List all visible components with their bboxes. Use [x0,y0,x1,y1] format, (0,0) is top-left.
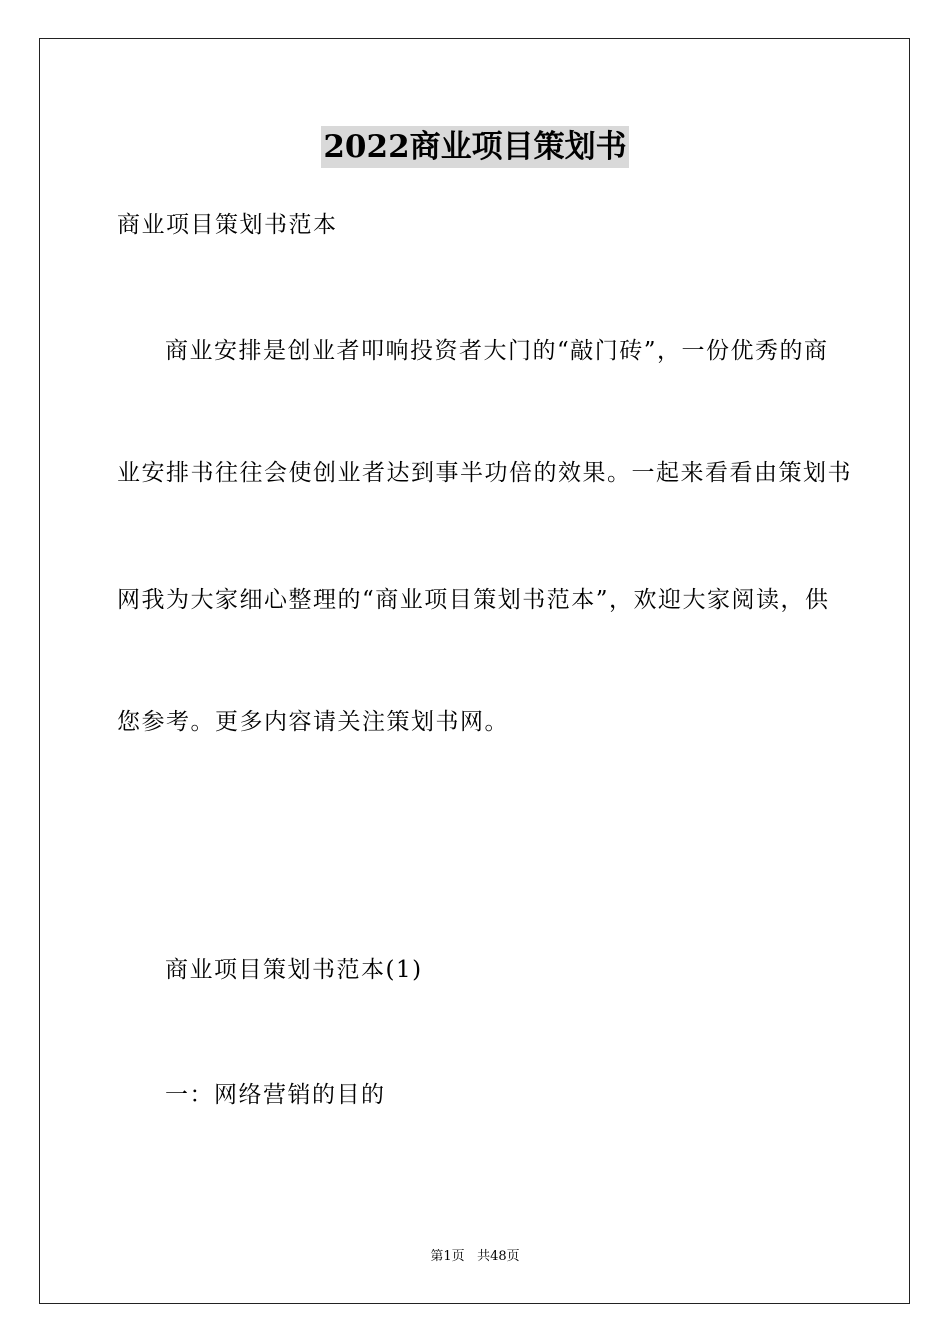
document-title: 2022商业项目策划书 [321,126,628,168]
section-heading: 商业项目策划书范本(1) [165,957,423,983]
document-subtitle: 商业项目策划书范本 [117,212,338,238]
title-container [0,126,950,168]
page-number: 第1页 [430,1249,465,1264]
page-total: 共48页 [477,1249,520,1264]
intro-line-1: 商业安排是创业者叩响投资者大门的“敲门砖”，一份优秀的商 [165,338,829,364]
intro-line-2: 业安排书往往会使创业者达到事半功倍的效果。一起来看看由策划书 [117,460,852,486]
intro-line-3: 网我为大家细心整理的“商业项目策划书范本”，欢迎大家阅读，供 [117,587,830,613]
intro-line-4: 您参考。更多内容请关注策划书网。 [117,709,509,735]
subsection-heading: 一：网络营销的目的 [165,1082,386,1108]
page-footer [0,1248,950,1266]
